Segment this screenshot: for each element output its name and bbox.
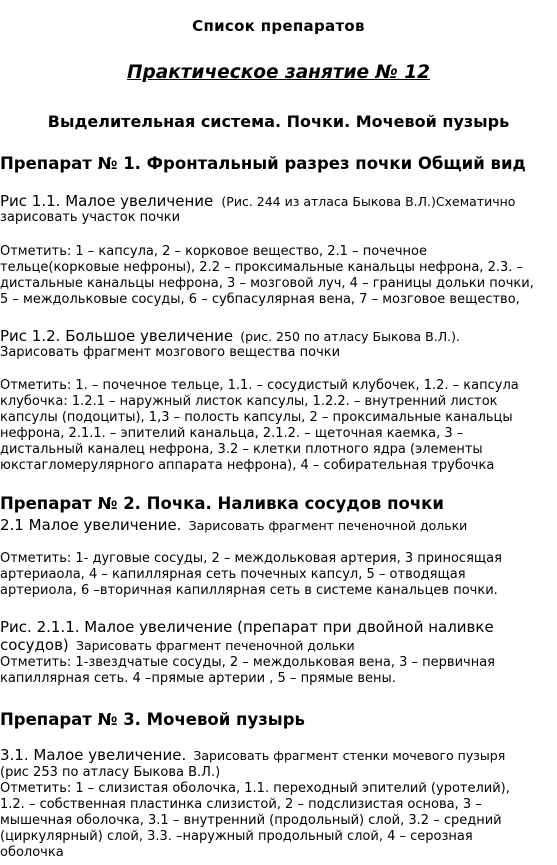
fig21-title: 2.1 Малое увеличение. [0,516,182,534]
fig12-line [0,327,460,347]
fig12-note: (рис. 250 по атласу Быкова В.Л.). [240,329,460,344]
fig211-note: Зарисовать фрагмент печеночной дольки [75,638,355,653]
fig11-line [0,192,515,212]
marks31-line: 1.2. – собственная пластинка слизистой, 2 – подслизистая основа, 3 – [0,797,482,812]
marks31-line: (циркулярный) слой, 3.3. –наружный продольный слой, 4 – серозная [0,829,473,844]
marks11-line: тельце(корковые нефроны), 2.2 – проксимальные канальцы нефрона, 2.3. – [0,260,524,275]
prep1-heading: Препарат № 1. Фронтальный разрез почки Общий вид [0,154,526,173]
fig31-line [0,746,505,766]
fig11-title: Рис 1.1. Малое увеличение [0,192,214,210]
prep3-heading: Препарат № 3. Мочевой пузырь [0,710,305,729]
marks31-line: мышечная оболочка, 3.1 – внутренний (продольный) слой, 3.2 – средний [0,813,502,828]
page-title: Список препаратов [192,17,365,35]
marks12-line: дистальный каналец нефрона, 3.2 – клетки плотного ядра (элементы [0,442,483,457]
fig211-line [0,636,355,656]
marks12-line: капсулы (подоциты), 1,3 – полость капсулы, 2 – проксимальные канальцы [0,410,513,425]
fig31-note: Зарисовать фрагмент стенки мочевого пузыря [193,748,506,763]
marks12-line: Отметить: 1. – почечное тельце, 1.1. – сосудистый клубочек, 1.2. – капсула [0,378,519,393]
marks12-line: юкстагломерулярного аппарата нефрона), 4 – собирательная трубочка [0,458,495,473]
lesson-title: Практическое занятие № 12 [127,62,430,83]
fig21-line [0,516,467,536]
marks211-line: капиллярная сеть. 4 –прямые артерии , 5 – прямые вены. [0,671,396,686]
fig11-note: (Рис. 244 из атласа Быкова В.Л.)Схематично [221,194,516,209]
prep2-heading: Препарат № 2. Почка. Наливка сосудов почки [0,494,444,513]
marks12-line: клубочка: 1.2.1 – наружный листок капсулы, 1.2.2. – внутренний листок [0,394,498,409]
fig211-title-cont: сосудов) [0,636,69,654]
fig21-note: Зарисовать фрагмент печеночной дольки [188,518,468,533]
fig211-title: Рис. 2.1.1. Малое увеличение (препарат при двойной наливке [0,618,494,636]
marks11-line: 5 – междольковые сосуды, 6 – субпасулярная вена, 7 – мозговое вещество, [0,292,520,307]
marks31-line: Отметить: 1 – слизистая оболочка, 1.1. переходный эпителий (уротелий), [0,781,510,796]
fig31-title: 3.1. Малое увеличение. [0,746,187,764]
fig11-note-cont: зарисовать участок почки [0,210,181,225]
marks21-line: Отметить: 1- дуговые сосуды, 2 – междольковая артерия, 3 приносящая [0,551,502,566]
marks11-line: Отметить: 1 – капсула, 2 – корковое вещество, 2.1 – почечное [0,244,427,259]
fig12-note-cont: Зарисовать фрагмент мозгового вещества почки [0,345,341,360]
marks211-line: Отметить: 1-звездчатые сосуды, 2 – междольковая вена, 3 – первичная [0,655,495,670]
fig12-title: Рис 1.2. Большое увеличение [0,327,234,345]
marks12-line: нефрона, 2.1.1. – эпителий канальца, 2.1.2. – щеточная каемка, 3 – [0,426,464,441]
marks21-line: артериаола, 4 – капиллярная сеть почечных капсул, 5 – отводящая [0,567,466,582]
system-title: Выделительная система. Почки. Мочевой пузырь [47,112,510,131]
marks31-line: оболочка [0,845,64,860]
fig31-note-cont: (рис 253 по атласу Быкова В.Л.) [0,765,221,780]
marks11-line: дистальные канальцы нефрона, 3 – мозговой луч, 4 – границы дольки почки, [0,276,534,291]
marks21-line: артериола, 6 –вторичная капиллярная сеть в системе канальцев почки. [0,583,498,598]
